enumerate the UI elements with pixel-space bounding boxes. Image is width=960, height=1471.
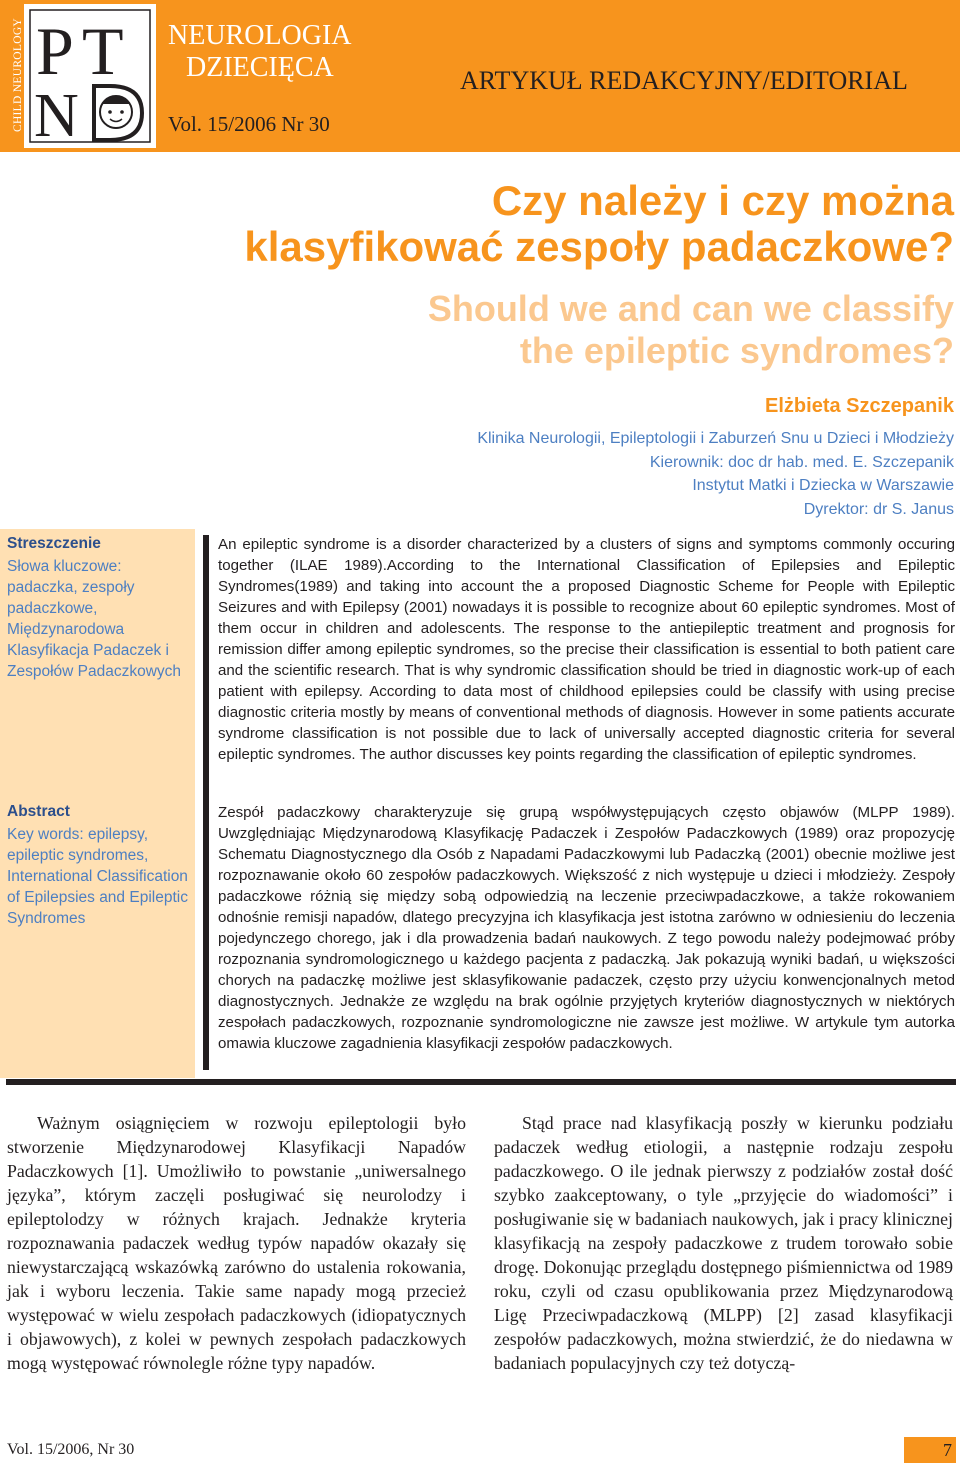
side-label: CHILD NEUROLOGY — [12, 17, 24, 133]
page-number: 7 — [943, 1440, 952, 1460]
affiliation-line: Kierownik: doc dr hab. med. E. Szczepanik — [649, 454, 954, 471]
title-pl-line2: klasyfikować zespoły padaczkowe? — [244, 223, 954, 270]
affiliation-line: Instytut Matki i Dziecka w Warszawie — [692, 477, 954, 494]
journal-volume: Vol. 15/2006 Nr 30 — [168, 112, 330, 136]
abstract-divider-bar — [203, 535, 209, 1070]
abstract-pl-body: Zespół padaczkowy charakteryzuje się grupą współwystępujących często objawów (MLPP 1989). Uwzględniając Międzynarodową Klasyfikację Padaczek i Zespołów Padaczkowych (1989) oraz propozycję Schematu Diagnostycznego dla Osób z Napadami Padaczkowymi lub Padaczką (2001) obecnie możliwe jest rozpoznawanie około 60 zespołów padaczkowych. Większość z nich występuje u dzieci i młodzieży. Zespoły padaczkowe różnią się między sobą odpowiedzią na leczenie przeciwpadaczkowe, a także rokowaniem odnośnie remisji napadów, dlatego precyzyjna ich klasyfikacja jest istotna zarówno w odniesieniu do leczenia pojedynczego chorego, jak i dla prowadzenia badań naukowych. Z tego powodu należy podejmować próby rozpoznania syndromologicznego u każdego pacjenta z padaczką. Jak pokazują wyniki badań, u większości chorych na padaczkę możliwe jest sklasyfikowanie padaczek, często przy użyciu konwencjonalnych metod diagnostycznych. Jednakże ze względu na brak ogólnie przyjętych kryteriów diagnostycznych w niektórych zespołach padaczkowych, rozpoznanie syndromologiczne nie zawsze jest możliwe. W artykule tym autorka omawia kluczowe zagadnienia klasyfikacji zespołów padaczkowych. — [218, 804, 955, 1052]
author-name: Elżbieta Szczepanik — [765, 395, 954, 417]
article-rubric: ARTYKUŁ REDAKCYJNY/EDITORIAL — [460, 66, 908, 95]
affiliation-line: Klinika Neurologii, Epileptologii i Zaburzeń Snu u Dzieci i Młodzieży — [477, 430, 954, 447]
keywords-en: Key words: epilepsy, epileptic syndromes, International Classification of Epilepsies and Epileptic Syndromes — [7, 826, 188, 927]
title-pl-line1: Czy należy i czy można — [491, 177, 954, 224]
abstract-en-heading: Abstract — [7, 803, 70, 820]
affiliation-line: Dyrektor: dr S. Janus — [803, 501, 954, 518]
abstract-bottom-rule — [6, 1079, 956, 1085]
body-column-right: Stąd prace nad klasyfikacją poszły w kierunku podziału padaczek według etiologii, a następnie rodzaju zespołu padaczkowego. O ile jednak pierwszy z podziałów został dość szybko zaakceptowany, o tyle „przyjęcie do wiadomości” i posługiwanie się w badaniach naukowych, jak i pracy klinicznej klasyfikacją na zespoły padaczkowe z trudem torowało sobie drogę. Dokonując przeglądu dostępnego piśmiennictwa od 1989 roku, czyli od czasu opublikowania przez Międzynarodową Ligę Przeciwpadaczkową (MLPP) [2] zasad klasyfikacji zespołów padaczkowych, można stwierdzić, że do niedawna w badaniach populacyjnych czy też dotyczą- — [494, 1113, 953, 1373]
keywords-pl: Słowa kluczowe: padaczka, zespoły padaczkowe, Międzynarodowa Klasyfikacja Padaczek i Zespołów Padaczkowych — [7, 558, 182, 680]
abstract-pl-heading: Streszczenie — [7, 535, 101, 552]
body-column-left: Ważnym osiągnięciem w rozwoju epileptologii było stworzenie Międzynarodowej Klasyfikacji Napadów Padaczkowych [1]. Umożliwiło to powstanie „uniwersalnego języka”, którym zaczęli posługiwać się neurolodzy i epileptolodzy w różnych krajach. Jednakże kryteria rozpoznawania padaczek według typów napadów okazały się niewystarczającą wskazówką zarówno do ustalenia rokowania, jak i wyboru leczenia. Takie same napady mogą przecież występować w wielu zespołach padaczkowych (idiopatycznych i objawowych), z kolei w pewnych zespołach padaczkowych mogą występować równolegle różne typy napadów. — [7, 1113, 466, 1373]
journal-name — [168, 20, 368, 84]
journal-name-line1: NEUROLOGIA — [168, 20, 352, 51]
journal-name-line2: DZIECIĘCA — [186, 52, 334, 83]
journal-logo — [24, 4, 156, 148]
title-en-line2: the epileptic syndromes? — [519, 330, 954, 371]
title-en-line1: Should we and can we classify — [427, 288, 954, 329]
ptn-logo-icon — [24, 4, 156, 148]
footer-volume: Vol. 15/2006, Nr 30 — [7, 1441, 135, 1458]
svg-text:P: P — [36, 13, 74, 89]
svg-text:N: N — [34, 82, 79, 148]
svg-text:T: T — [82, 13, 124, 89]
abstract-en-body: An epileptic syndrome is a disorder characterized by a clusters of signs and symptoms commonly occuring together (ILAE 1989).According to the International Classification of Epilepsies and Epileptic Syndromes(1989) and taking into account the a proposed Diagnostic Scheme for People with Epileptic Seizures and with Epilepsy (2001) nowadays it is possible to recognize about 60 epileptic syndromes. Most of them occur in children and adolescents. The response to the antiepileptic treatment and prognosis for remission differ among epileptic syndromes, so the precise their classification is essential to both patient care and the scientific research. That is why syndromic classification should be tried in diagnostic work-up of each patient with epilepsy. According to data most of childhood epilepsies could be classify with using precise diagnostic criteria mostly by means of conventional methods of diagnosis. However in some patients accurate syndrome classification is not possible due to lack of universally accepted diagnostic criteria for several epileptic syndromes. The author discusses key points regarding the classification of epileptic syndromes. — [218, 536, 955, 763]
